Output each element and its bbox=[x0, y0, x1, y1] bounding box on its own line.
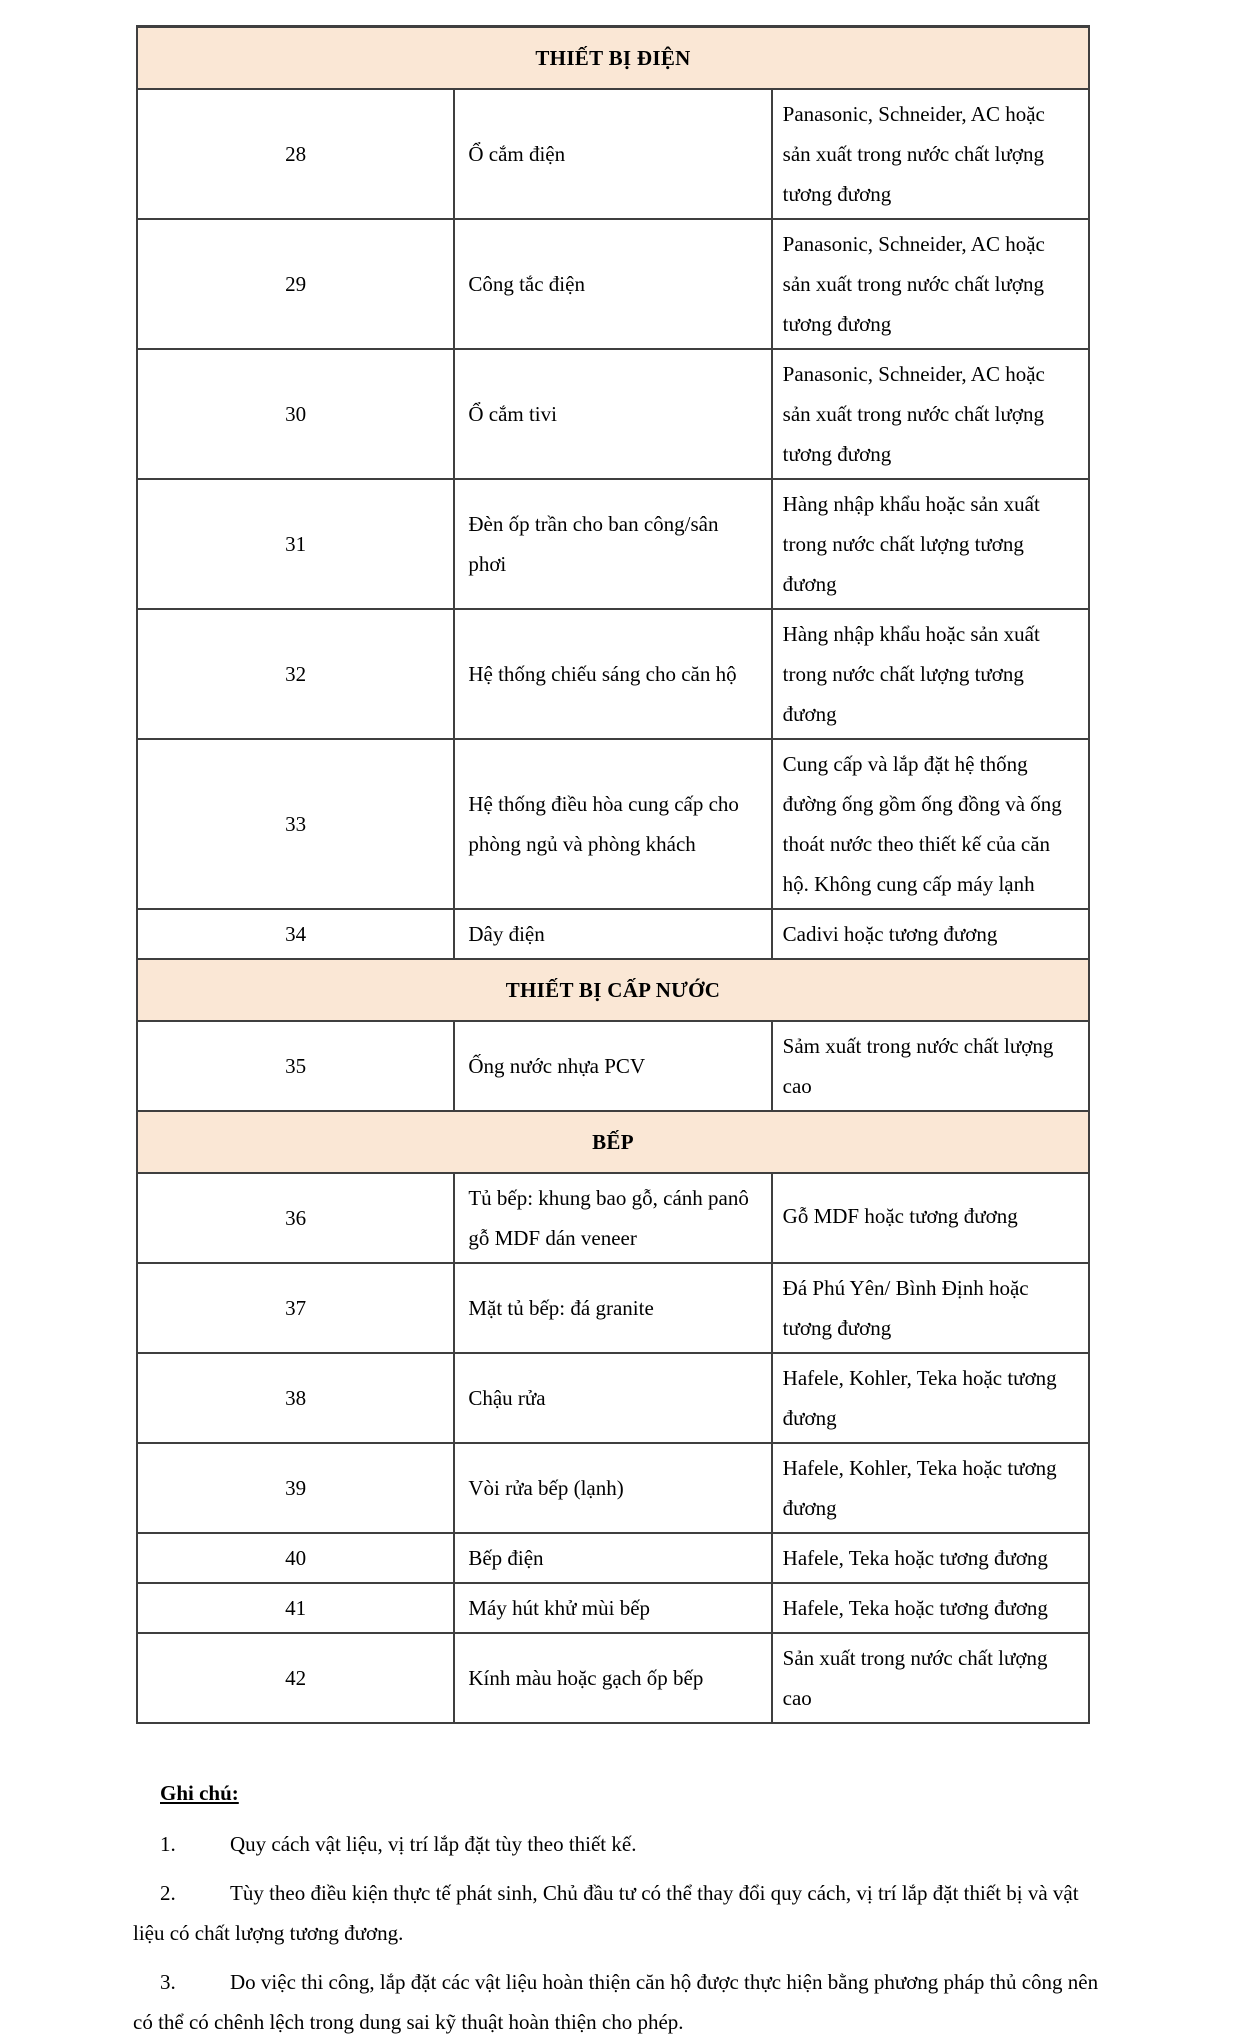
notes-list bbox=[133, 1824, 1115, 2042]
item-name-cell: Bếp điện bbox=[454, 1533, 771, 1583]
spec-cell: Cadivi hoặc tương đương bbox=[772, 909, 1089, 959]
table-row bbox=[137, 1353, 1089, 1443]
spec-cell: Sảm xuất trong nước chất lượng cao bbox=[772, 1021, 1089, 1111]
specs-table-body bbox=[137, 27, 1089, 1724]
table-row bbox=[137, 739, 1089, 909]
row-number-cell: 37 bbox=[137, 1263, 454, 1353]
section-title: THIẾT BỊ ĐIỆN bbox=[137, 27, 1089, 90]
document-page bbox=[0, 25, 1241, 2034]
item-name-cell: Ổ cắm điện bbox=[454, 89, 771, 219]
row-number-cell: 41 bbox=[137, 1583, 454, 1633]
spec-cell: Hàng nhập khẩu hoặc sản xuất trong nước chất lượng tương đương bbox=[772, 479, 1089, 609]
row-number-cell: 29 bbox=[137, 219, 454, 349]
note-item: 3. Do việc thi công, lắp đặt các vật liệu hoàn thiện căn hộ được thực hiện bằng phương pháp thủ công nên có thể có chênh lệch trong dung sai kỹ thuật hoàn thiện cho phép. bbox=[133, 1962, 1115, 2042]
item-name-cell: Mặt tủ bếp: đá granite bbox=[454, 1263, 771, 1353]
row-number-cell: 38 bbox=[137, 1353, 454, 1443]
item-name-cell: Vòi rửa bếp (lạnh) bbox=[454, 1443, 771, 1533]
spec-cell: Hàng nhập khẩu hoặc sản xuất trong nước chất lượng tương đương bbox=[772, 609, 1089, 739]
section-header-row bbox=[137, 1111, 1089, 1173]
section-header-row bbox=[137, 27, 1089, 90]
item-name-cell: Ổ cắm tivi bbox=[454, 349, 771, 479]
row-number-cell: 33 bbox=[137, 739, 454, 909]
table-row bbox=[137, 1633, 1089, 1723]
table-row bbox=[137, 1173, 1089, 1263]
note-number: 2. bbox=[160, 1881, 176, 1905]
spec-cell: Panasonic, Schneider, AC hoặc sản xuất trong nước chất lượng tương đương bbox=[772, 349, 1089, 479]
note-item: 2. Tùy theo điều kiện thực tế phát sinh, Chủ đầu tư có thể thay đổi quy cách, vị trí lắp đặt thiết bị và vật liệu có chất lượng tương đương. bbox=[133, 1873, 1115, 1953]
row-number-cell: 28 bbox=[137, 89, 454, 219]
spec-cell: Hafele, Teka hoặc tương đương bbox=[772, 1533, 1089, 1583]
item-name-cell: Kính màu hoặc gạch ốp bếp bbox=[454, 1633, 771, 1723]
spec-cell: Hafele, Kohler, Teka hoặc tương đương bbox=[772, 1443, 1089, 1533]
item-name-cell: Máy hút khử mùi bếp bbox=[454, 1583, 771, 1633]
note-number: 1. bbox=[160, 1832, 176, 1856]
row-number-cell: 39 bbox=[137, 1443, 454, 1533]
row-number-cell: 32 bbox=[137, 609, 454, 739]
item-name-cell: Hệ thống điều hòa cung cấp cho phòng ngủ và phòng khách bbox=[454, 739, 771, 909]
table-row bbox=[137, 89, 1089, 219]
row-number-cell: 35 bbox=[137, 1021, 454, 1111]
row-number-cell: 36 bbox=[137, 1173, 454, 1263]
spec-cell: Panasonic, Schneider, AC hoặc sản xuất trong nước chất lượng tương đương bbox=[772, 89, 1089, 219]
section-title: THIẾT BỊ CẤP NƯỚC bbox=[137, 959, 1089, 1021]
item-name-cell: Đèn ốp trần cho ban công/sân phơi bbox=[454, 479, 771, 609]
table-row bbox=[137, 219, 1089, 349]
spec-cell: Panasonic, Schneider, AC hoặc sản xuất trong nước chất lượng tương đương bbox=[772, 219, 1089, 349]
note-item: 1. Quy cách vật liệu, vị trí lắp đặt tùy theo thiết kế. bbox=[133, 1824, 1115, 1864]
row-number-cell: 34 bbox=[137, 909, 454, 959]
row-number-cell: 40 bbox=[137, 1533, 454, 1583]
item-name-cell: Tủ bếp: khung bao gỗ, cánh panô gỗ MDF dán veneer bbox=[454, 1173, 771, 1263]
table-row bbox=[137, 609, 1089, 739]
row-number-cell: 42 bbox=[137, 1633, 454, 1723]
section-title: BẾP bbox=[137, 1111, 1089, 1173]
table-row bbox=[137, 1533, 1089, 1583]
spec-cell: Sản xuất trong nước chất lượng cao bbox=[772, 1633, 1089, 1723]
table-row bbox=[137, 479, 1089, 609]
specs-table bbox=[136, 25, 1090, 1724]
table-row bbox=[137, 1443, 1089, 1533]
note-number: 3. bbox=[160, 1970, 176, 1994]
item-name-cell: Ống nước nhựa PCV bbox=[454, 1021, 771, 1111]
section-header-row bbox=[137, 959, 1089, 1021]
table-row bbox=[137, 1583, 1089, 1633]
item-name-cell: Chậu rửa bbox=[454, 1353, 771, 1443]
spec-cell: Cung cấp và lắp đặt hệ thống đường ống gồm ống đồng và ống thoát nước theo thiết kế của căn hộ. Không cung cấp máy lạnh bbox=[772, 739, 1089, 909]
spec-cell: Hafele, Teka hoặc tương đương bbox=[772, 1583, 1089, 1633]
spec-cell: Đá Phú Yên/ Bình Định hoặc tương đương bbox=[772, 1263, 1089, 1353]
item-name-cell: Công tắc điện bbox=[454, 219, 771, 349]
notes-heading: Ghi chú: bbox=[160, 1781, 239, 1805]
spec-cell: Gỗ MDF hoặc tương đương bbox=[772, 1173, 1089, 1263]
table-row bbox=[137, 909, 1089, 959]
row-number-cell: 30 bbox=[137, 349, 454, 479]
table-row bbox=[137, 1263, 1089, 1353]
row-number-cell: 31 bbox=[137, 479, 454, 609]
table-row bbox=[137, 1021, 1089, 1111]
item-name-cell: Hệ thống chiếu sáng cho căn hộ bbox=[454, 609, 771, 739]
notes-section bbox=[133, 1778, 1115, 2042]
spec-cell: Hafele, Kohler, Teka hoặc tương đương bbox=[772, 1353, 1089, 1443]
table-row bbox=[137, 349, 1089, 479]
item-name-cell: Dây điện bbox=[454, 909, 771, 959]
